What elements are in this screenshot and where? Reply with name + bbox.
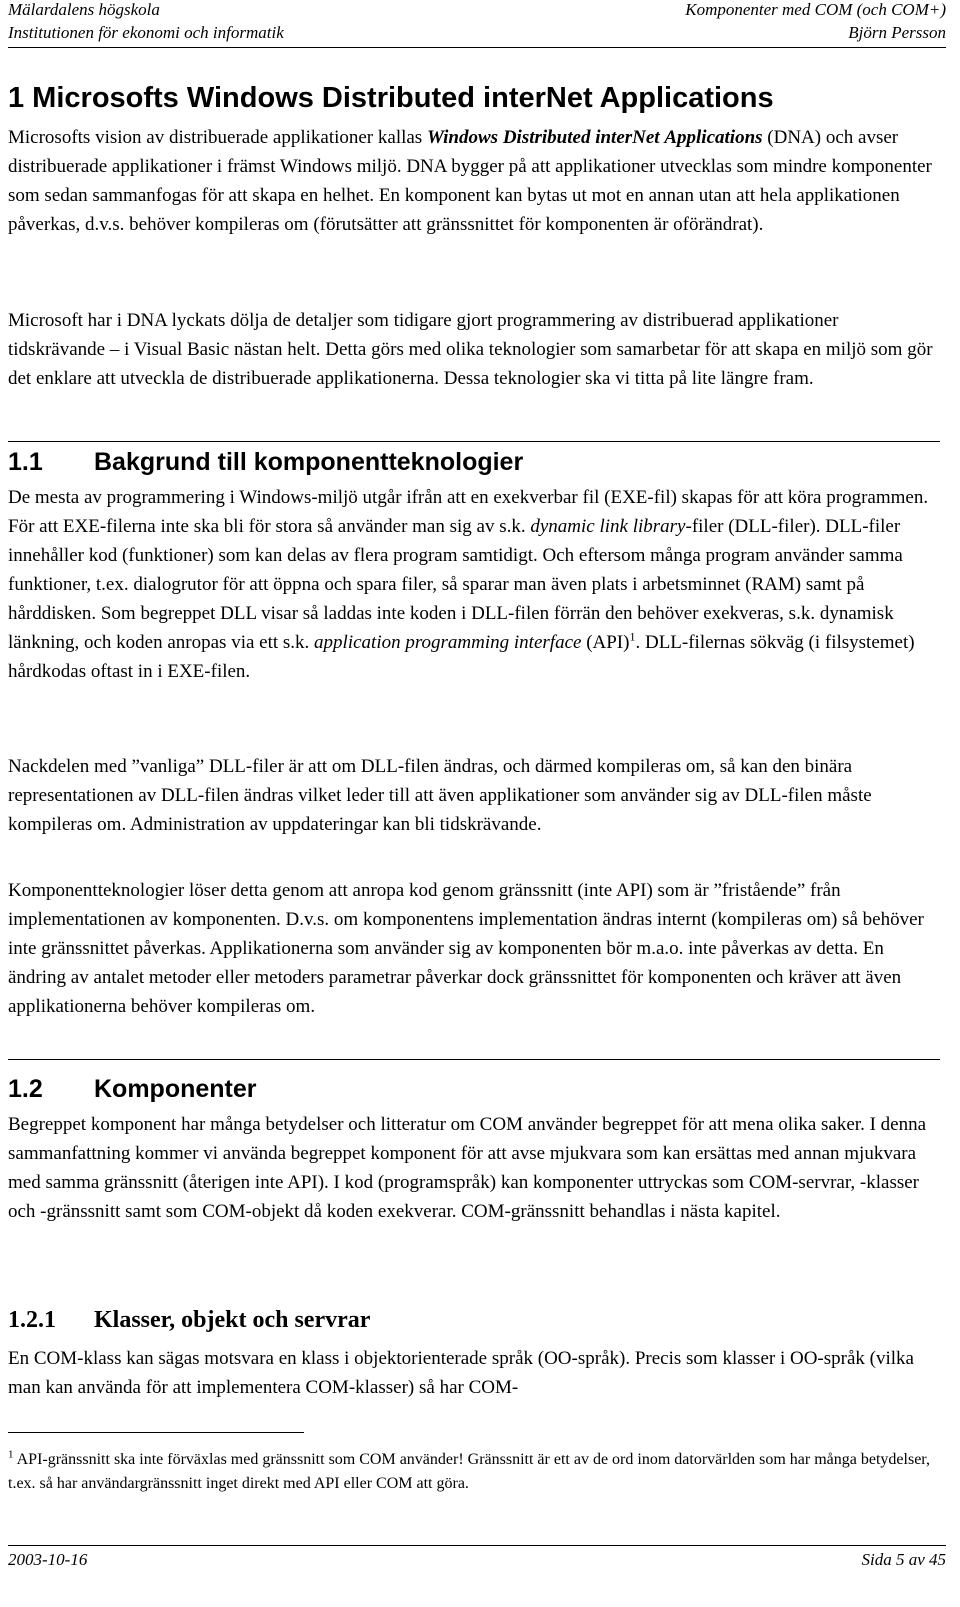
emphasis-product-name: Applications (664, 127, 763, 148)
section-number: 1.1 (8, 448, 43, 476)
section-title: Bakgrund till komponentteknologier (94, 448, 524, 476)
section-1-1-paragraph-3: Komponentteknologier löser detta genom att anropa kod genom gränssnitt (inte API) som är ”fristående” från implementationen av komponenten. D.v.s. om komponentens implementation ändras internt (kompileras om) så behöver inte gränssnittet påverkas. Applikationerna som använder sig av komponenten bör m.a.o. inte påverkas av detta. En ändring av antalet metoder eller metoders parametrar påverkar dock gränssnittet för komponenten och kräver att även applikationerna behöver kompileras om. (8, 880, 924, 1017)
footnote-text: API-gränssnitt ska inte förväxlas med gränssnitt som COM använder! Gränssnitt är ett av de ord inom datorvärlden som har många betydelser, t.ex. så har användargränssnitt inget direkt med API eller COM att göra. (8, 1451, 930, 1492)
section-1-2-paragraph-1: Begreppet komponent har många betydelser och litteratur om COM använder begreppet för att mena olika saker. I denna sammanfattning kommer vi använda begreppet komponent för att avse mjukvara som kan ersättas med annan mjukvara med samma gränssnitt (återigen inte API). I kod (programspråk) kan komponenter uttryckas som COM-servrar, -klasser och -gränssnitt samt som COM-objekt då koden exekverar. COM-gränssnitt behandlas i nästa kapitel. (8, 1114, 927, 1222)
section-1-2-1-heading (8, 1303, 370, 1337)
text-run: -filer (DLL-filer). DLL-filer innehåller kod (funktioner) som kan delas av flera program samtidigt. Och eftersom många program använder samma funktioner, t.ex. dialogrutor för att öppna och spara filer, så sparar man även plats i arbetsminnet (RAM) samt på hårddisken. Som begreppet DLL visar så laddas inte koden i DLL-filen förrän den behöver exekveras, s.k. dynamisk länkning, och koden anropas via ett s.k. (8, 516, 903, 653)
section-1-2-heading (8, 1071, 257, 1107)
footer-date: 2003-10-16 (8, 1550, 88, 1569)
section-divider (8, 1059, 940, 1060)
section-1-heading: 1 Microsofts Windows Distributed interNet Applications (8, 82, 774, 114)
section-1-1-heading (8, 444, 523, 480)
footer-page-number: Sida 5 av 45 (861, 1550, 946, 1569)
footnote-reference[interactable]: 1 (629, 629, 636, 644)
text-run: De mesta av programmering i Windows-miljö utgår ifrån att en exekverbar fil (EXE-fil) skapas för att köra programmen. För att EXE-filerna inte ska bli för stora så använder man sig av s.k. (8, 487, 929, 537)
footnote-marker: 1 (8, 1448, 14, 1461)
footer-divider (8, 1545, 946, 1546)
header-university: Mälardalens högskola (8, 0, 160, 19)
text-run: (DNA) och avser distribuerade applikationer i främst Windows miljö. DNA bygger på att applikationer utvecklas som mindre komponenter som sedan sammanfogas för att skapa en helhet. En komponent kan bytas ut mot en annan utan att hela applikationen påverkas, d.v.s. behöver kompileras om (förutsätter att gränssnittet för komponenten är oförändrat). (8, 127, 932, 235)
header-document-title: Komponenter med COM (och COM+) (685, 0, 946, 19)
footnote-divider (8, 1432, 304, 1433)
italic-term: application programming interface (314, 632, 582, 653)
section-number: 1.2.1 (8, 1307, 56, 1333)
emphasis-product-name: Windows Distributed interNet (426, 127, 660, 148)
text-run: (API) (581, 632, 630, 653)
footnote (8, 1448, 943, 1496)
header-author: Björn Persson (848, 23, 946, 42)
section-title: Klasser, objekt och servrar (94, 1307, 371, 1333)
section-number: 1.2 (8, 1075, 43, 1103)
text-run: . DLL-filernas sökväg (i filsystemet) hårdkodas oftast in i EXE-filen. (8, 632, 915, 682)
section-1-1-paragraph-1 (8, 483, 940, 686)
section-1-1-paragraph-2: Nackdelen med ”vanliga” DLL-filer är att om DLL-filen ändras, och därmed kompileras om, så kan den binära representationen av DLL-filen ändras vilket leder till att även applikationer som använder sig av DLL-filen måste kompileras om. Administration av uppdateringar kan bli tidskrävande. (8, 756, 872, 835)
section-divider (8, 441, 940, 442)
section-title: Komponenter (94, 1075, 257, 1103)
header-right (685, 0, 946, 44)
page-header (8, 0, 946, 48)
header-divider (8, 47, 946, 48)
text-run: Microsofts vision av distribuerade applikationer kallas (8, 127, 427, 148)
italic-term: dynamic link library (530, 516, 686, 537)
section-1-2-1-paragraph-1: En COM-klass kan sägas motsvara en klass i objektorienterade språk (OO-språk). Precis som klasser i OO-språk (vilka man kan använda för att implementera COM-klasser) så har COM- (8, 1348, 914, 1398)
header-left (8, 0, 284, 44)
header-department: Institutionen för ekonomi och informatik (8, 23, 284, 42)
section-1-paragraph-1 (8, 123, 940, 239)
section-1-paragraph-2: Microsoft har i DNA lyckats dölja de detaljer som tidigare gjort programmering av distribuerad applikationer tidskrävande – i Visual Basic nästan helt. Detta görs med olika teknologier som samarbetar för att skapa en miljö som gör det enklare att utveckla de distribuerade applikationerna. Dessa teknologier ska vi titta på lite längre fram. (8, 310, 933, 389)
